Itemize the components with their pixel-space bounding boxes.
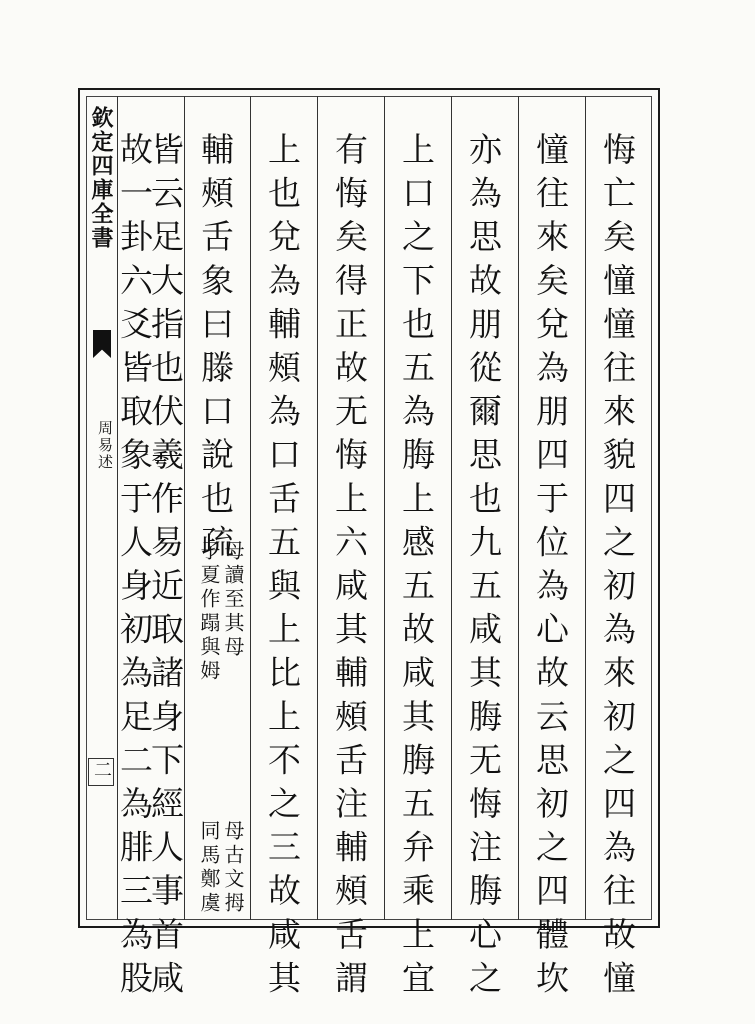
column-rule (518, 96, 519, 920)
page-number: 二 (91, 760, 112, 778)
text-column-7: 輔頰舌象曰滕口說也疏 (196, 132, 235, 568)
column-rule (451, 96, 452, 920)
note-column-7a: 母讀至其母 (221, 540, 245, 660)
column-rule (250, 96, 251, 920)
note-column-7c: 母古文拇 (221, 820, 245, 916)
text-column-5: 有悔矣得正故无悔上六咸其輔頰舌注輔頰舌謂 (330, 132, 369, 1004)
text-column-3: 亦為思故朋從爾思也九五咸其脢无悔注脢心之 (464, 132, 503, 1004)
text-column-9: 故一卦六爻皆取象于人身初為足二為腓三為股 (115, 132, 154, 1004)
text-column-6: 上也兌為輔頰為口舌五與上比上不之三故咸其 (263, 132, 302, 1004)
text-column-8: 皆云足大指也伏羲作易近取諸身下經人事首咸 (146, 132, 185, 1004)
text-column-2: 憧往來矣兌為朋四于位為心故云思初之四體坎 (531, 132, 570, 1004)
text-column-4: 上口之下也五為脢上感五故咸其脢五弁乘上宜 (397, 132, 436, 1004)
book-title: 欽定四庫全書 (88, 106, 114, 250)
column-rule (384, 96, 385, 920)
column-rule (585, 96, 586, 920)
note-column-7b: 子夏作蹋與姆 (197, 540, 221, 684)
section-title: 周易述 (96, 420, 114, 471)
column-rule (317, 96, 318, 920)
note-column-7d: 同馬鄭虞 (197, 820, 221, 916)
text-column-1: 悔亡矣憧憧往來貌四之初為來初之四為往故憧 (598, 132, 637, 1004)
